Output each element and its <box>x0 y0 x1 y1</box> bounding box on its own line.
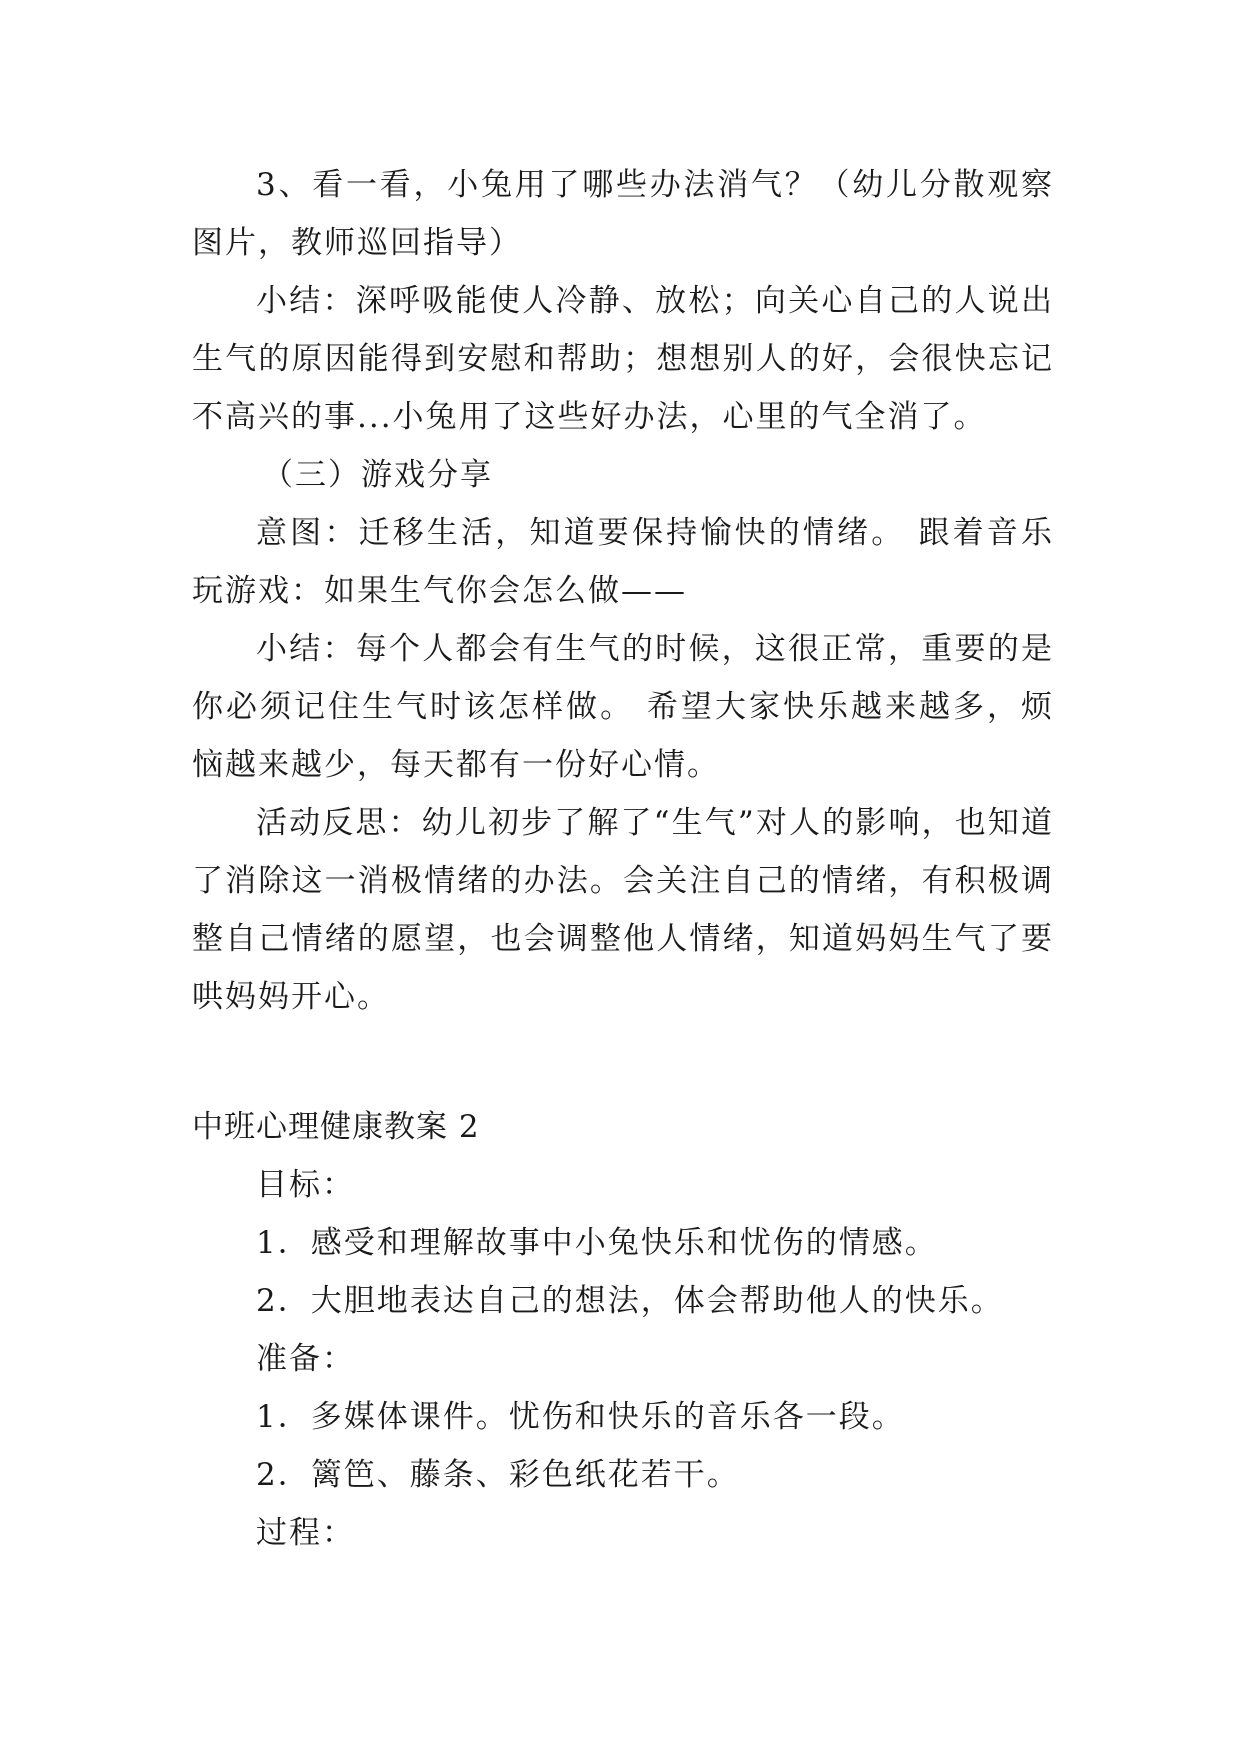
section-heading-game: （三）游戏分享 <box>262 457 493 493</box>
goal-item-2: 2．大胆地表达自己的想法，体会帮助他人的快乐。 <box>256 1283 1004 1319</box>
document-page <box>192 156 1054 1562</box>
prep-heading: 准备： <box>256 1341 355 1377</box>
paragraph-summary-2: 小结：每个人都会有生气的时候，这很正常，重要的是你必须记住生气时该怎样做。 希望大家快乐越来越多，烦恼越来越少，每天都有一份好心情。 <box>192 631 1054 783</box>
process-heading: 过程： <box>256 1515 355 1551</box>
goal-heading: 目标： <box>256 1167 355 1203</box>
paragraph-intent: 意图：迁移生活，知道要保持愉快的情绪。 跟着音乐玩游戏：如果生气你会怎么做—— <box>192 515 1054 609</box>
lesson-title: 中班心理健康教案 2 <box>192 1109 480 1145</box>
prep-item-1: 1．多媒体课件。忧伤和快乐的音乐各一段。 <box>256 1399 905 1435</box>
goal-item-1: 1．感受和理解故事中小兔快乐和忧伤的情感。 <box>256 1225 938 1261</box>
prep-item-2: 2．篱笆、藤条、彩色纸花若干。 <box>256 1457 740 1493</box>
paragraph-reflection: 活动反思：幼儿初步了解了“生气”对人的影响，也知道了消除这一消极情绪的办法。会关注自己的情绪，有积极调整自己情绪的愿望，也会调整他人情绪，知道妈妈生气了要哄妈妈开心。 <box>192 805 1054 1015</box>
paragraph-observe: 3、看一看，小兔用了哪些办法消气？（幼儿分散观察图片，教师巡回指导） <box>192 167 1054 261</box>
paragraph-summary-1: 小结：深呼吸能使人冷静、放松；向关心自己的人说出生气的原因能得到安慰和帮助；想想别人的好，会很快忘记不高兴的事...小兔用了这些好办法，心里的气全消了。 <box>192 283 1054 435</box>
